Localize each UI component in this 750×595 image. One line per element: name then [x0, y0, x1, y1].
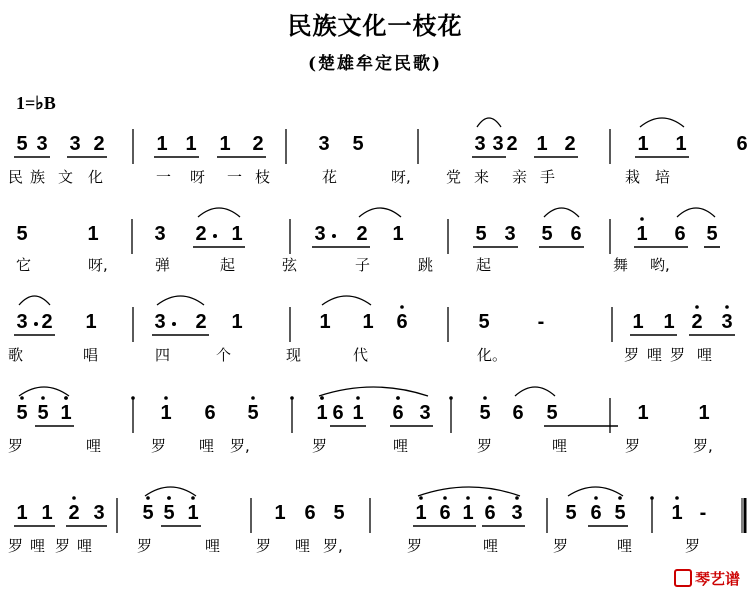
high-octave-dot — [675, 496, 679, 500]
lyric-syllable: 文 — [58, 168, 74, 186]
note: 1 — [274, 502, 286, 524]
lyric-syllable: 哩 — [647, 346, 663, 364]
lyric-syllable: 四 — [155, 346, 171, 364]
note: 1 — [60, 402, 72, 424]
note: 1 — [637, 402, 649, 424]
lyric-syllable: 哩 — [697, 346, 713, 364]
lyric-syllable: 罗 — [624, 346, 640, 364]
note: 5 — [546, 402, 558, 424]
octave-dot — [20, 396, 24, 400]
lyric-syllable: 哩 — [483, 537, 499, 555]
octave-dot — [251, 396, 255, 400]
octave-dot — [146, 496, 150, 500]
octave-dot — [594, 496, 598, 500]
note: 2 — [356, 223, 368, 245]
slur — [19, 387, 69, 396]
note: 2 — [195, 223, 207, 245]
note: 1 — [636, 223, 648, 245]
slur — [359, 208, 401, 217]
lyric-syllable: 来 — [474, 168, 490, 186]
note: 1 — [637, 133, 649, 155]
note: 6 — [570, 223, 582, 245]
lyric-syllable: 罗, — [693, 437, 713, 455]
note: 5 — [475, 223, 487, 245]
note: 1 — [219, 133, 231, 155]
lyric-syllable: 培 — [655, 168, 671, 186]
lyric-syllable: 现 — [286, 346, 302, 364]
lyric-syllable: 歌 — [8, 346, 24, 364]
note: 3 — [419, 402, 431, 424]
lyric-syllable: 呀 — [190, 168, 206, 186]
note: 6 — [332, 402, 344, 424]
note: 5 — [16, 402, 28, 424]
slur — [322, 296, 371, 305]
note: 2 — [68, 502, 80, 524]
lyric-syllable: 子 — [355, 256, 371, 274]
lyric-syllable: 哩 — [552, 437, 568, 455]
lyric-syllable: 党 — [446, 168, 462, 186]
note: 6 — [736, 133, 748, 155]
note: 6 — [590, 502, 602, 524]
dot-augment — [213, 234, 217, 238]
dot-augment — [34, 322, 38, 326]
lyric-syllable: 罗 — [670, 346, 686, 364]
note: - — [537, 311, 545, 333]
song-title: 民族文化一枝花 — [287, 11, 463, 40]
note: 5 — [478, 311, 490, 333]
slur — [319, 387, 428, 396]
high-octave-dot — [640, 217, 644, 221]
slur — [418, 487, 520, 496]
note: 1 — [462, 502, 474, 524]
lyric-syllable: 罗 — [151, 437, 167, 455]
note: 5 — [163, 502, 175, 524]
high-octave-dot — [695, 305, 699, 309]
octave-dot — [191, 496, 195, 500]
note: 5 — [565, 502, 577, 524]
note: 1 — [675, 133, 687, 155]
note: 2 — [564, 133, 576, 155]
note: 6 — [396, 311, 408, 333]
note: 3 — [721, 311, 733, 333]
logo-icon — [674, 569, 692, 587]
lyric-syllable: 哩 — [617, 537, 633, 555]
note: 3 — [492, 133, 504, 155]
note: 5 — [352, 133, 364, 155]
watermark-text: 琴艺谱 — [694, 570, 740, 588]
note: 5 — [479, 402, 491, 424]
note: 6 — [304, 502, 316, 524]
note: 3 — [154, 311, 166, 333]
lyric-syllable: 罗, — [230, 437, 250, 455]
note: 3 — [16, 311, 28, 333]
note: 3 — [36, 133, 48, 155]
lyric-syllable: 唱 — [83, 346, 99, 364]
note: 1 — [156, 133, 168, 155]
lyric-syllable: 弦 — [282, 256, 298, 274]
note: 1 — [352, 402, 364, 424]
note: 2 — [41, 311, 53, 333]
lyric-syllable: 民 — [8, 168, 24, 186]
lyric-syllable: 哩 — [295, 537, 311, 555]
octave-dot — [320, 396, 324, 400]
note: 5 — [706, 223, 718, 245]
note: 1 — [319, 311, 331, 333]
slur — [157, 296, 204, 305]
note: 1 — [160, 402, 172, 424]
slur — [515, 387, 555, 396]
lyric-syllable: 罗 — [8, 437, 24, 455]
note: 5 — [37, 402, 49, 424]
note: 1 — [231, 311, 243, 333]
note: 3 — [154, 223, 166, 245]
note: 6 — [674, 223, 686, 245]
note: 1 — [41, 502, 53, 524]
lyric-syllable: 哩 — [393, 437, 409, 455]
lyric-syllable: 罗 — [407, 537, 423, 555]
high-octave-dot — [449, 396, 453, 400]
octave-dot — [64, 396, 68, 400]
note: 3 — [318, 133, 330, 155]
lyric-syllable: 哟, — [650, 256, 670, 274]
octave-dot — [419, 496, 423, 500]
note: 6 — [512, 402, 524, 424]
lyric-syllable: 族 — [30, 168, 46, 186]
slur — [19, 296, 50, 305]
dot-augment — [332, 234, 336, 238]
lyric-syllable: 罗 — [553, 537, 569, 555]
note: 2 — [506, 133, 518, 155]
high-octave-dot — [400, 305, 404, 309]
note: 1 — [362, 311, 374, 333]
note: 1 — [632, 311, 644, 333]
lyric-syllable: 罗 — [137, 537, 153, 555]
lyric-syllable: 栽 — [625, 168, 641, 186]
lyric-syllable: 弹 — [155, 256, 171, 274]
lyric-syllable: 罗 — [625, 437, 641, 455]
high-octave-dot — [725, 305, 729, 309]
lyric-syllable: 化。 — [477, 346, 508, 364]
note: 2 — [691, 311, 703, 333]
slur — [544, 208, 579, 217]
high-octave-dot — [488, 496, 492, 500]
note: 6 — [484, 502, 496, 524]
lyric-syllable: 手 — [540, 168, 556, 186]
lyric-syllable: 罗 — [312, 437, 328, 455]
slur — [640, 118, 684, 127]
lyric-syllable: 花 — [322, 168, 338, 186]
note: 3 — [474, 133, 486, 155]
lyric-syllable: 罗, — [323, 537, 343, 555]
lyric-syllable: 一 — [156, 168, 172, 186]
lyric-syllable: 跳 — [418, 256, 434, 274]
note: 1 — [698, 402, 710, 424]
octave-dot — [618, 496, 622, 500]
note: 5 — [142, 502, 154, 524]
note: 1 — [671, 502, 683, 524]
lyric-syllable: 哩 — [77, 537, 93, 555]
note: 1 — [185, 133, 197, 155]
lyric-syllable: 呀, — [391, 168, 411, 186]
octave-dot — [466, 496, 470, 500]
lyric-syllable: 舞 — [613, 256, 629, 274]
note: 5 — [333, 502, 345, 524]
note: 5 — [16, 223, 28, 245]
note: 6 — [392, 402, 404, 424]
note: 1 — [316, 402, 328, 424]
octave-dot — [290, 396, 294, 400]
slur — [677, 208, 715, 217]
high-octave-dot — [72, 496, 76, 500]
note: 1 — [87, 223, 99, 245]
lyric-syllable: 哩 — [199, 437, 215, 455]
lyric-syllable: 一 — [227, 168, 243, 186]
lyric-syllable: 呀, — [88, 256, 108, 274]
dot-augment — [172, 322, 176, 326]
note: 6 — [439, 502, 451, 524]
note: 5 — [16, 133, 28, 155]
note: 3 — [504, 223, 516, 245]
note: 2 — [252, 133, 264, 155]
note: 5 — [541, 223, 553, 245]
lyric-syllable: 罗 — [685, 537, 701, 555]
slur — [198, 208, 240, 217]
note: 1 — [231, 223, 243, 245]
note: 3 — [314, 223, 326, 245]
lyric-syllable: 亲 — [512, 168, 528, 186]
lyric-syllable: 起 — [476, 256, 492, 274]
note: 5 — [614, 502, 626, 524]
slur — [477, 118, 501, 127]
note: 6 — [204, 402, 216, 424]
lyric-syllable: 罗 — [55, 537, 71, 555]
watermark — [674, 568, 740, 589]
note: 1 — [392, 223, 404, 245]
song-subtitle: (楚雄牟定民歌) — [307, 54, 443, 74]
octave-dot — [41, 396, 45, 400]
lyric-syllable: 哩 — [205, 537, 221, 555]
lyric-syllable: 罗 — [477, 437, 493, 455]
note: 5 — [247, 402, 259, 424]
lyric-syllable: 罗 — [8, 537, 24, 555]
note: - — [699, 502, 707, 524]
lyric-syllable: 哩 — [86, 437, 102, 455]
lyric-syllable: 化 — [88, 168, 104, 186]
lyric-syllable: 枝 — [255, 168, 271, 186]
lyric-syllable: 罗 — [256, 537, 272, 555]
slur — [145, 487, 196, 496]
lyric-syllable: 代 — [353, 346, 369, 364]
octave-dot — [650, 496, 654, 500]
key-signature: 1=♭B — [16, 93, 56, 113]
octave-dot — [515, 496, 519, 500]
lyric-syllable: 个 — [216, 346, 232, 364]
lyric-syllable: 它 — [16, 256, 32, 274]
lyric-syllable: 哩 — [30, 537, 46, 555]
octave-dot — [396, 396, 400, 400]
note: 1 — [536, 133, 548, 155]
note: 3 — [69, 133, 81, 155]
octave-dot — [483, 396, 487, 400]
high-octave-dot — [164, 396, 168, 400]
note: 2 — [195, 311, 207, 333]
note: 1 — [16, 502, 28, 524]
slur — [568, 487, 623, 496]
octave-dot — [167, 496, 171, 500]
note: 3 — [93, 502, 105, 524]
note: 2 — [93, 133, 105, 155]
octave-dot — [131, 396, 135, 400]
note: 1 — [663, 311, 675, 333]
note: 1 — [415, 502, 427, 524]
octave-dot — [443, 496, 447, 500]
high-octave-dot — [356, 396, 360, 400]
note: 1 — [85, 311, 97, 333]
lyric-syllable: 起 — [220, 256, 236, 274]
note: 1 — [187, 502, 199, 524]
note: 3 — [511, 502, 523, 524]
